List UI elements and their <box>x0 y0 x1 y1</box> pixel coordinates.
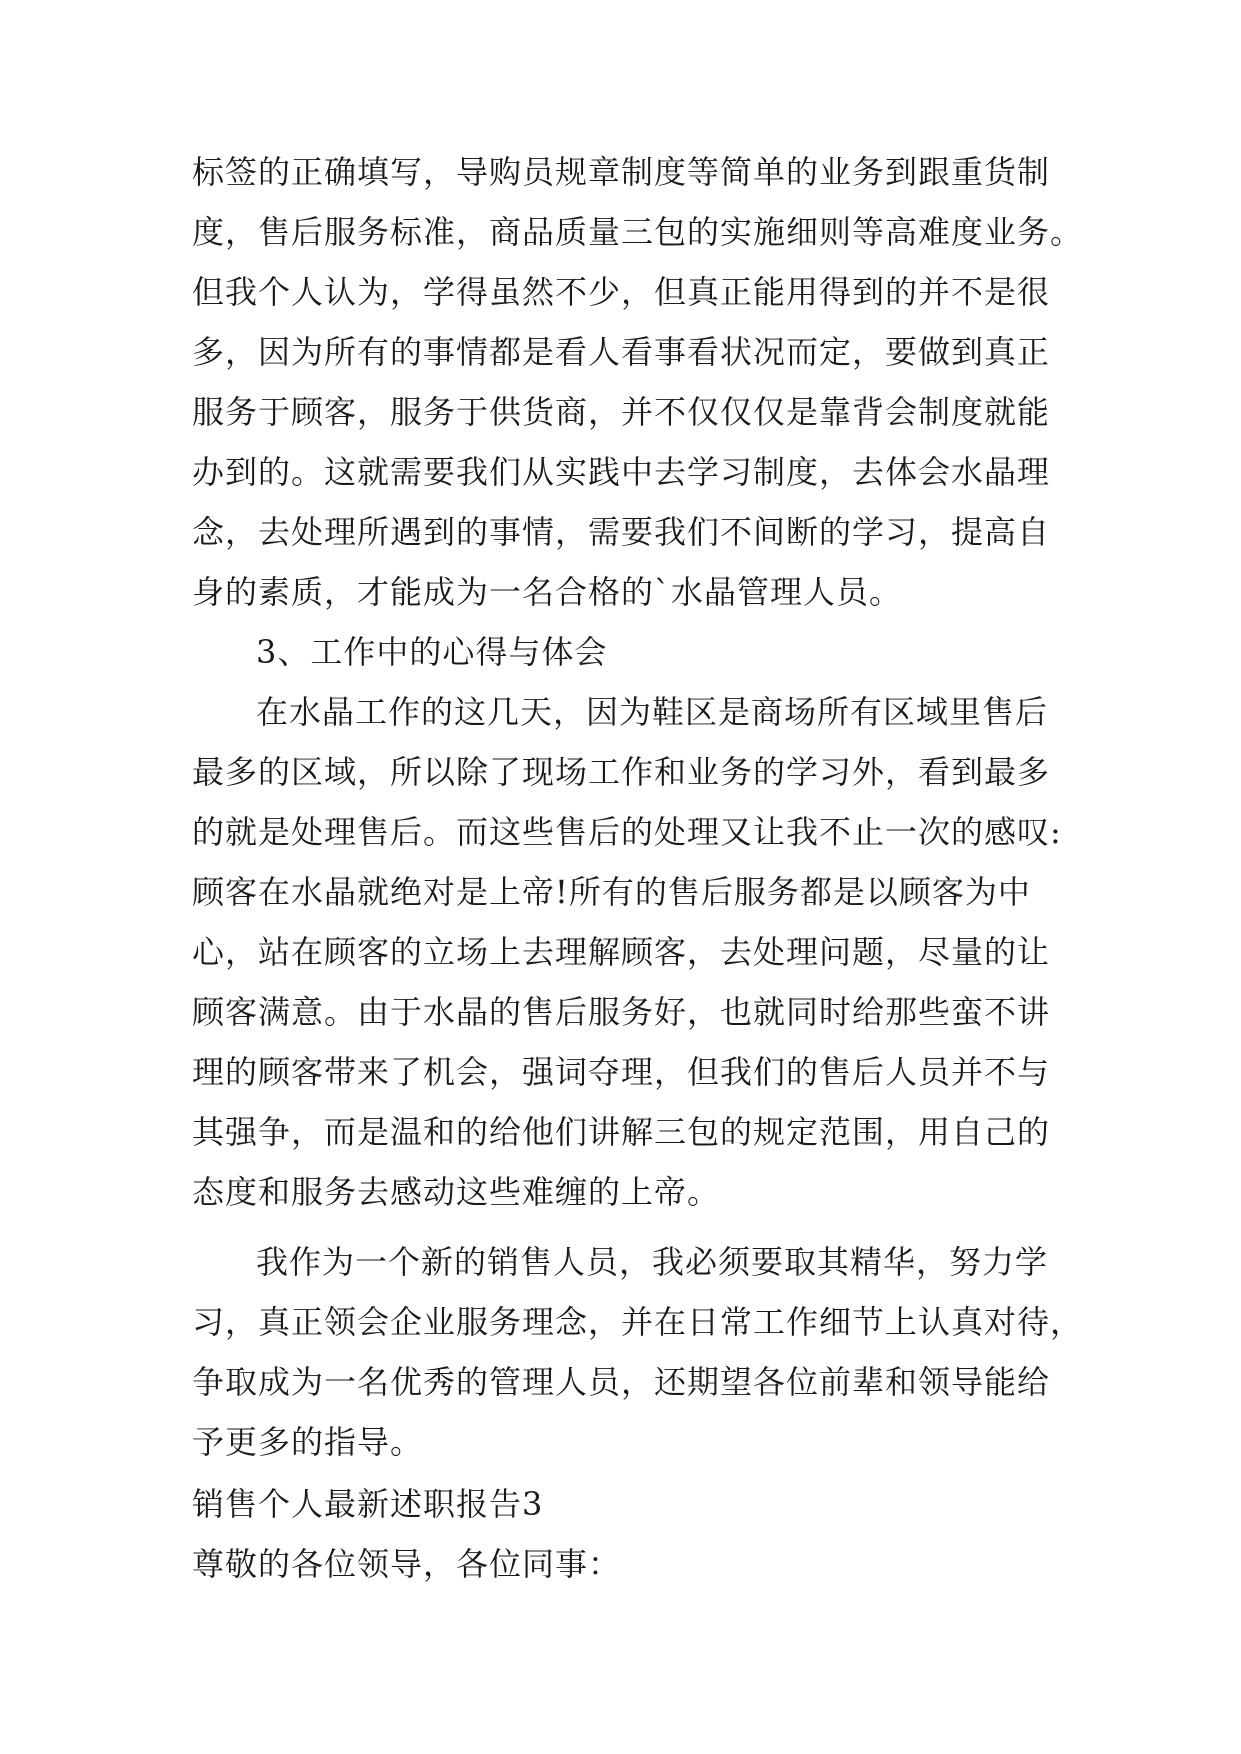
body-text-line: 最多的区域，所以除了现场工作和业务的学习外，看到最多 <box>192 753 1051 791</box>
paragraph-first-line: 在水晶工作的这几天，因为鞋区是商场所有区域里售后 <box>256 693 1049 731</box>
body-text-line: 争取成为一名优秀的管理人员，还期望各位前辈和领导能给 <box>192 1363 1051 1401</box>
body-text-line: 办到的。这就需要我们从实践中去学习制度，去体会水晶理 <box>192 453 1051 491</box>
body-text-line: 服务于顾客，服务于供货商，并不仅仅仅是靠背会制度就能 <box>192 393 1051 431</box>
body-text-line: 其强争，而是温和的给他们讲解三包的规定范围，用自己的 <box>192 1113 1051 1151</box>
body-text-line: 身的素质，才能成为一名合格的`水晶管理人员。 <box>192 573 903 611</box>
body-text-line: 心，站在顾客的立场上去理解顾客，去处理问题，尽量的让 <box>192 933 1051 971</box>
body-text-line: 予更多的指导。 <box>192 1423 424 1461</box>
body-text-line: 标签的正确填写，导购员规章制度等简单的业务到跟重货制 <box>192 153 1051 191</box>
body-text-line: 习，真正领会企业服务理念，并在日常工作细节上认真对待， <box>192 1303 1084 1341</box>
body-text-line: 顾客满意。由于水晶的售后服务好，也就同时给那些蛮不讲 <box>192 993 1051 1031</box>
salutation: 尊敬的各位领导，各位同事： <box>192 1545 622 1583</box>
paragraph-first-line: 我作为一个新的销售人员，我必须要取其精华，努力学 <box>256 1243 1049 1281</box>
body-text-line: 多，因为所有的事情都是看人看事看状况而定，要做到真正 <box>192 333 1051 371</box>
report-title: 销售个人最新述职报告3 <box>192 1485 544 1523</box>
section-heading: 3、工作中的心得与体会 <box>256 633 608 671</box>
body-text-line: 念，去处理所遇到的事情，需要我们不间断的学习，提高自 <box>192 513 1051 551</box>
body-text-line: 理的顾客带来了机会，强词夺理，但我们的售后人员并不与 <box>192 1053 1051 1091</box>
body-text-line: 但我个人认为，学得虽然不少，但真正能用得到的并不是很 <box>192 273 1051 311</box>
body-text-line: 的就是处理售后。而这些售后的处理又让我不止一次的感叹: <box>192 813 1062 851</box>
body-text-line: 顾客在水晶就绝对是上帝!所有的售后服务都是以顾客为中 <box>192 873 1031 911</box>
body-text-line: 度，售后服务标准，商品质量三包的实施细则等高难度业务。 <box>192 213 1084 251</box>
body-text-line: 态度和服务去感动这些难缠的上帝。 <box>192 1173 721 1211</box>
